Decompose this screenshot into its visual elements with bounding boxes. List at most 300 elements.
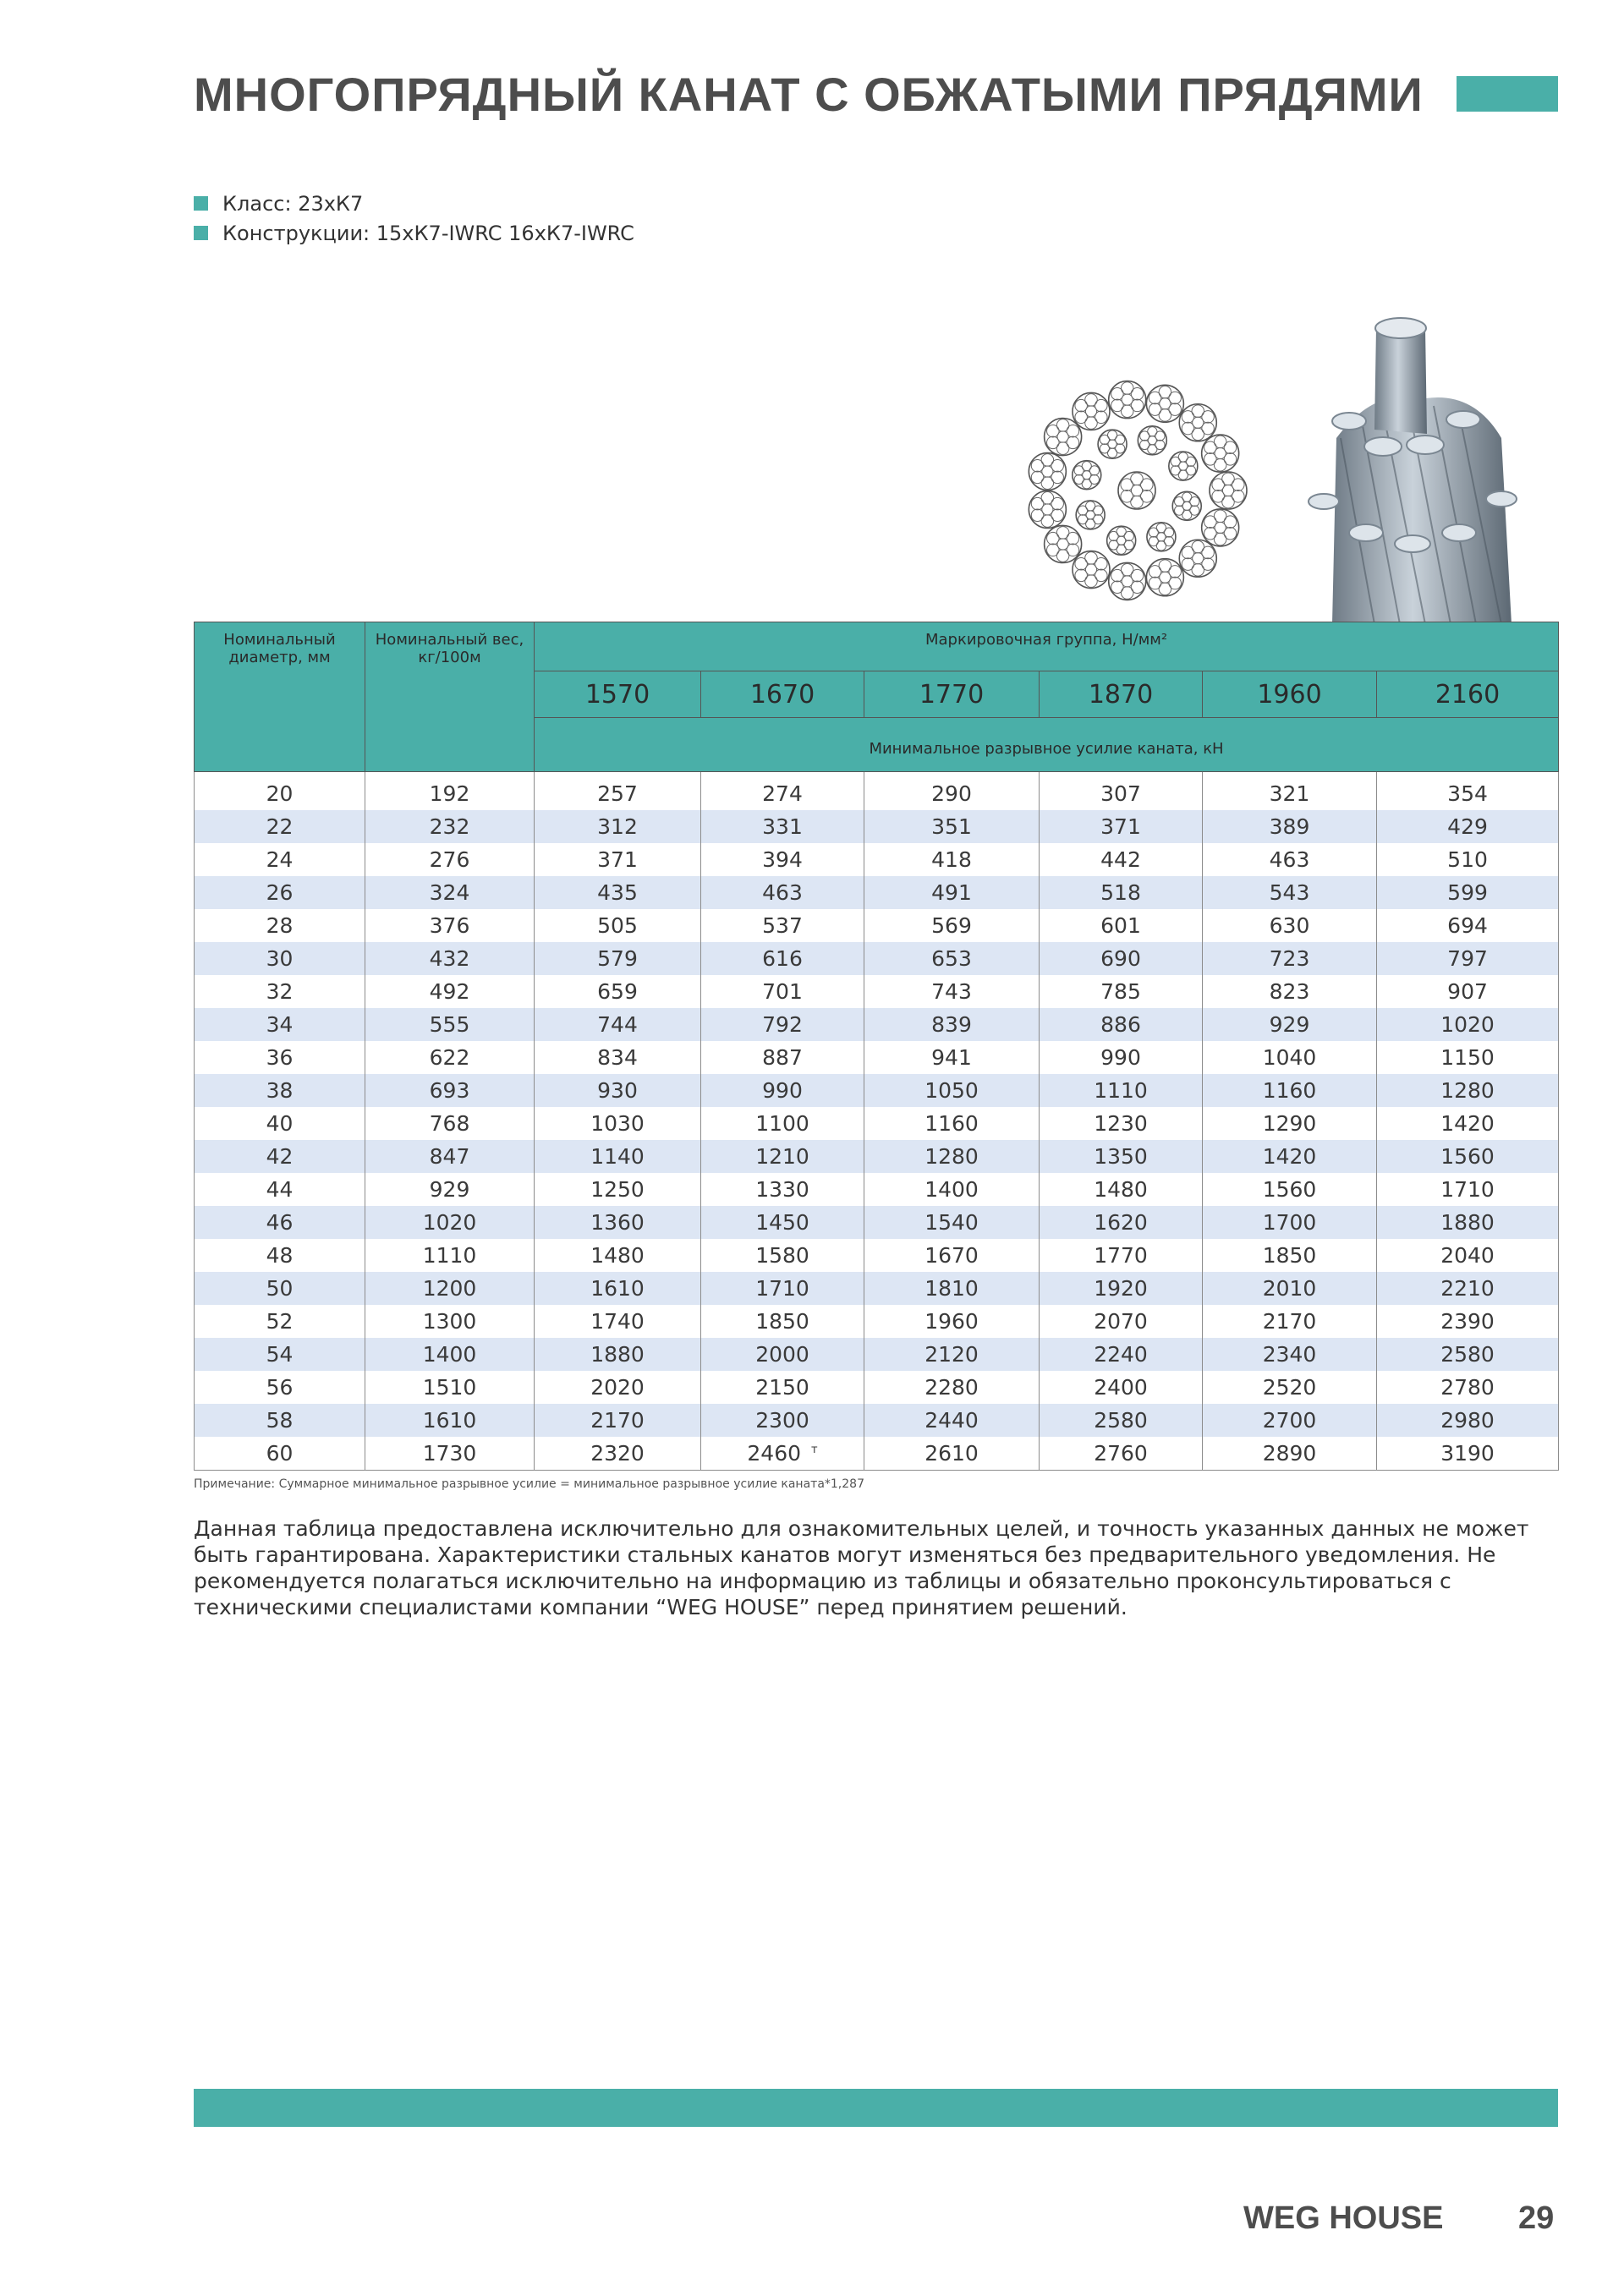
table-cell bbox=[1203, 1239, 1377, 1272]
cell-value: 2700 bbox=[1262, 1408, 1317, 1433]
table-cell bbox=[195, 1041, 365, 1074]
table-cell bbox=[365, 876, 535, 909]
cell-value: 2010 bbox=[1262, 1276, 1317, 1301]
table-cell bbox=[365, 810, 535, 843]
table-cell bbox=[1377, 1338, 1559, 1371]
cell-value: 492 bbox=[429, 979, 470, 1004]
table-row bbox=[195, 1272, 1559, 1305]
cell-value: 2580 bbox=[1094, 1408, 1148, 1433]
table-cell bbox=[1377, 1041, 1559, 1074]
cell-value: 56 bbox=[266, 1375, 294, 1400]
table-cell bbox=[535, 1338, 701, 1371]
table-cell bbox=[864, 1173, 1040, 1206]
table-cell bbox=[701, 1371, 864, 1404]
table-row bbox=[195, 1305, 1559, 1338]
rope-cross-section-icon bbox=[1018, 372, 1255, 609]
cell-value: 2120 bbox=[924, 1342, 979, 1367]
cell-value: 2440 bbox=[924, 1408, 979, 1433]
table-cell bbox=[1203, 1074, 1377, 1107]
spec-item-constructions bbox=[194, 218, 634, 248]
table-cell bbox=[1377, 810, 1559, 843]
cell-value: 1700 bbox=[1262, 1210, 1317, 1235]
cell-value: 394 bbox=[762, 847, 803, 872]
table-cell bbox=[701, 909, 864, 942]
cell-value: 797 bbox=[1447, 946, 1488, 971]
table-cell bbox=[1203, 1041, 1377, 1074]
cell-value: 1020 bbox=[1440, 1012, 1495, 1037]
table-cell bbox=[1203, 1437, 1377, 1471]
cell-value: 2980 bbox=[1440, 1408, 1495, 1433]
cell-value: 418 bbox=[931, 847, 972, 872]
cell-value: 2520 bbox=[1262, 1375, 1317, 1400]
table-cell bbox=[1377, 909, 1559, 942]
table-cell bbox=[1040, 975, 1203, 1008]
cell-value: 1280 bbox=[924, 1144, 979, 1169]
cell-value: 579 bbox=[597, 946, 638, 971]
cell-value: 34 bbox=[266, 1012, 294, 1037]
table-cell bbox=[535, 1272, 701, 1305]
table-cell bbox=[701, 772, 864, 811]
cell-value: 693 bbox=[429, 1078, 470, 1103]
cell-value: 518 bbox=[1100, 880, 1141, 905]
cell-value: 2320 bbox=[590, 1441, 645, 1466]
cell-value: 60 bbox=[266, 1441, 294, 1466]
table-row bbox=[195, 1008, 1559, 1041]
spec-constructions-text: Конструкции: 15хК7-IWRC 16хК7-IWRC bbox=[222, 221, 634, 245]
cell-value: 435 bbox=[597, 880, 638, 905]
cell-value: 1610 bbox=[422, 1408, 477, 1433]
table-row bbox=[195, 1437, 1559, 1471]
cell-value: 2580 bbox=[1440, 1342, 1495, 1367]
cell-value: 1580 bbox=[755, 1243, 809, 1268]
table-cell bbox=[535, 1206, 701, 1239]
cell-value: 38 bbox=[266, 1078, 294, 1103]
cell-value: 324 bbox=[429, 880, 470, 905]
table-cell bbox=[195, 1140, 365, 1173]
cell-value: 376 bbox=[429, 913, 470, 938]
table-cell bbox=[195, 772, 365, 811]
table-cell bbox=[864, 876, 1040, 909]
cell-value: 2280 bbox=[924, 1375, 979, 1400]
table-cell bbox=[1377, 1404, 1559, 1437]
table-cell bbox=[1040, 1041, 1203, 1074]
table-cell bbox=[365, 1008, 535, 1041]
cell-value: 354 bbox=[1447, 781, 1488, 806]
cell-value: 32 bbox=[266, 979, 294, 1004]
cell-value: 2610 bbox=[924, 1441, 979, 1466]
cell-value: 2240 bbox=[1094, 1342, 1148, 1367]
cell-value: 1420 bbox=[1440, 1111, 1495, 1136]
table-row bbox=[195, 843, 1559, 876]
table-cell bbox=[365, 772, 535, 811]
grade-header: 1770 bbox=[864, 671, 1040, 718]
table-cell bbox=[535, 1404, 701, 1437]
table-cell bbox=[864, 1272, 1040, 1305]
cell-value: 2170 bbox=[590, 1408, 645, 1433]
cell-value: 50 bbox=[266, 1276, 294, 1301]
cell-value: 537 bbox=[762, 913, 803, 938]
table-cell bbox=[365, 1107, 535, 1140]
table-cell bbox=[1203, 1272, 1377, 1305]
cell-value: 990 bbox=[1100, 1045, 1141, 1070]
table-cell bbox=[1203, 942, 1377, 975]
cell-value: 58 bbox=[266, 1408, 294, 1433]
cell-value: 42 bbox=[266, 1144, 294, 1169]
col-header-weight: Номинальный вес, кг/100м bbox=[365, 622, 535, 772]
table-cell bbox=[1040, 1305, 1203, 1338]
grade-header: 1570 bbox=[535, 671, 701, 718]
table-row bbox=[195, 810, 1559, 843]
table-cell bbox=[1040, 843, 1203, 876]
cell-value: 929 bbox=[1269, 1012, 1310, 1037]
table-cell bbox=[1377, 843, 1559, 876]
table-cell bbox=[365, 975, 535, 1008]
table-cell bbox=[535, 1437, 701, 1471]
table-cell bbox=[1377, 1008, 1559, 1041]
cell-value: 2460 bbox=[747, 1441, 802, 1466]
cell-value: 1510 bbox=[422, 1375, 477, 1400]
table-cell bbox=[535, 1107, 701, 1140]
table-row bbox=[195, 1107, 1559, 1140]
cell-value: 930 bbox=[597, 1078, 638, 1103]
table-cell bbox=[864, 975, 1040, 1008]
table-cell bbox=[1377, 1305, 1559, 1338]
cell-value: 2780 bbox=[1440, 1375, 1495, 1400]
table-row bbox=[195, 1074, 1559, 1107]
table-cell bbox=[195, 1239, 365, 1272]
cell-value: 823 bbox=[1269, 979, 1310, 1004]
table-cell bbox=[365, 1272, 535, 1305]
cell-value: 907 bbox=[1447, 979, 1488, 1004]
cell-value: 1280 bbox=[1440, 1078, 1495, 1103]
table-cell bbox=[535, 909, 701, 942]
cell-value: 389 bbox=[1269, 814, 1310, 839]
table-cell bbox=[1040, 1206, 1203, 1239]
table-cell bbox=[1040, 1371, 1203, 1404]
cell-value: 1210 bbox=[755, 1144, 809, 1169]
cell-value: 2150 bbox=[755, 1375, 809, 1400]
cell-value: 1030 bbox=[590, 1111, 645, 1136]
cell-value: 1350 bbox=[1094, 1144, 1148, 1169]
table-cell bbox=[1377, 942, 1559, 975]
cell-value: 601 bbox=[1100, 913, 1141, 938]
cell-value: 1100 bbox=[755, 1111, 809, 1136]
table-cell bbox=[535, 1305, 701, 1338]
table-cell bbox=[1203, 1404, 1377, 1437]
cell-value: 2390 bbox=[1440, 1309, 1495, 1334]
col-header-group: Маркировочная группа, Н/мм² bbox=[535, 622, 1559, 671]
table-cell bbox=[864, 1206, 1040, 1239]
table-cell bbox=[1040, 909, 1203, 942]
table-cell bbox=[864, 1041, 1040, 1074]
cell-value: 886 bbox=[1100, 1012, 1141, 1037]
table-cell bbox=[701, 1305, 864, 1338]
cell-value: 1250 bbox=[590, 1177, 645, 1202]
spec-class-text: Класс: 23хК7 bbox=[222, 191, 364, 216]
table-cell bbox=[864, 843, 1040, 876]
cell-value: 232 bbox=[429, 814, 470, 839]
page-number: 29 bbox=[1518, 2200, 1555, 2236]
table-cell bbox=[701, 1338, 864, 1371]
cell-value: 351 bbox=[931, 814, 972, 839]
table-cell bbox=[365, 1338, 535, 1371]
table-cell bbox=[535, 1239, 701, 1272]
table-cell bbox=[535, 1074, 701, 1107]
cell-value: 690 bbox=[1100, 946, 1141, 971]
table-cell bbox=[365, 1140, 535, 1173]
cell-value: 1710 bbox=[755, 1276, 809, 1301]
table-cell bbox=[701, 975, 864, 1008]
table-cell bbox=[1040, 1272, 1203, 1305]
cell-value: 36 bbox=[266, 1045, 294, 1070]
table-cell bbox=[1040, 1074, 1203, 1107]
cell-value: 429 bbox=[1447, 814, 1488, 839]
spec-item-class bbox=[194, 189, 634, 218]
cell-value: 30 bbox=[266, 946, 294, 971]
cell-value: 2070 bbox=[1094, 1309, 1148, 1334]
cell-value: 1230 bbox=[1094, 1111, 1148, 1136]
cell-value: 1810 bbox=[924, 1276, 979, 1301]
cell-value: 1040 bbox=[1262, 1045, 1317, 1070]
table-cell bbox=[864, 1338, 1040, 1371]
cell-value: 1290 bbox=[1262, 1111, 1317, 1136]
cell-value: 40 bbox=[266, 1111, 294, 1136]
cell-value: 1160 bbox=[1262, 1078, 1317, 1103]
table-cell bbox=[1203, 810, 1377, 843]
cell-value: 1850 bbox=[755, 1309, 809, 1334]
table-cell bbox=[195, 1206, 365, 1239]
cell-value: 792 bbox=[762, 1012, 803, 1037]
table-cell bbox=[1377, 1272, 1559, 1305]
cell-value: 274 bbox=[762, 781, 803, 806]
cell-value: 3190 bbox=[1440, 1441, 1495, 1466]
cell-value: 941 bbox=[931, 1045, 972, 1070]
cell-value: 1110 bbox=[422, 1243, 477, 1268]
cell-value: 630 bbox=[1269, 913, 1310, 938]
table-cell bbox=[535, 942, 701, 975]
table-cell bbox=[535, 1371, 701, 1404]
cell-value: 432 bbox=[429, 946, 470, 971]
table-cell bbox=[701, 876, 864, 909]
cell-value: 694 bbox=[1447, 913, 1488, 938]
cell-value: 555 bbox=[429, 1012, 470, 1037]
cell-value: 276 bbox=[429, 847, 470, 872]
cell-value: 1400 bbox=[924, 1177, 979, 1202]
cell-value: 1880 bbox=[590, 1342, 645, 1367]
cell-value: 1110 bbox=[1094, 1078, 1148, 1103]
cell-value: 505 bbox=[597, 913, 638, 938]
table-row bbox=[195, 909, 1559, 942]
cell-value: 1160 bbox=[924, 1111, 979, 1136]
cell-value: 26 bbox=[266, 880, 294, 905]
cell-value: 839 bbox=[931, 1012, 972, 1037]
table-row bbox=[195, 1041, 1559, 1074]
table-cell bbox=[1377, 1239, 1559, 1272]
table-cell bbox=[1203, 843, 1377, 876]
table-cell bbox=[1040, 1173, 1203, 1206]
cell-value: 54 bbox=[266, 1342, 294, 1367]
table-cell bbox=[701, 1404, 864, 1437]
table-cell bbox=[195, 876, 365, 909]
cell-value: 20 bbox=[266, 781, 294, 806]
cell-value: 463 bbox=[1269, 847, 1310, 872]
table-cell bbox=[535, 975, 701, 1008]
table-cell bbox=[1203, 1338, 1377, 1371]
table-row bbox=[195, 1239, 1559, 1272]
table-cell bbox=[195, 1074, 365, 1107]
cell-value: 1730 bbox=[422, 1441, 477, 1466]
table-cell bbox=[535, 1140, 701, 1173]
cell-value: 1560 bbox=[1440, 1144, 1495, 1169]
grade-header: 1870 bbox=[1040, 671, 1203, 718]
cell-value: 887 bbox=[762, 1045, 803, 1070]
table-cell bbox=[195, 1173, 365, 1206]
cell-value: 1880 bbox=[1440, 1210, 1495, 1235]
table-cell bbox=[365, 1404, 535, 1437]
table-cell bbox=[701, 1437, 864, 1471]
cell-value: 510 bbox=[1447, 847, 1488, 872]
cell-value: 1920 bbox=[1094, 1276, 1148, 1301]
cell-value: 331 bbox=[762, 814, 803, 839]
table-cell bbox=[195, 1305, 365, 1338]
cell-value: 1140 bbox=[590, 1144, 645, 1169]
grade-header: 1670 bbox=[701, 671, 864, 718]
table-cell bbox=[195, 1371, 365, 1404]
table-row bbox=[195, 1338, 1559, 1371]
table-cell bbox=[864, 909, 1040, 942]
table-row bbox=[195, 975, 1559, 1008]
cell-value: 1850 bbox=[1262, 1243, 1317, 1268]
cell-value: 785 bbox=[1100, 979, 1141, 1004]
table-cell bbox=[864, 1239, 1040, 1272]
table-cell bbox=[701, 1173, 864, 1206]
table-cell bbox=[195, 1437, 365, 1471]
page-title: МНОГОПРЯДНЫЙ КАНАТ С ОБЖАТЫМИ ПРЯДЯМИ bbox=[194, 68, 1424, 121]
cell-value: 22 bbox=[266, 814, 294, 839]
table-cell bbox=[365, 843, 535, 876]
table-cell bbox=[1377, 1140, 1559, 1173]
cell-value: 744 bbox=[597, 1012, 638, 1037]
cell-value: 1420 bbox=[1262, 1144, 1317, 1169]
cell-value: 2040 bbox=[1440, 1243, 1495, 1268]
cell-value: 929 bbox=[429, 1177, 470, 1202]
cell-value: 44 bbox=[266, 1177, 294, 1202]
table-cell bbox=[1203, 1107, 1377, 1140]
table-cell bbox=[701, 1239, 864, 1272]
table-cell bbox=[535, 1173, 701, 1206]
cell-value: 46 bbox=[266, 1210, 294, 1235]
table-cell bbox=[1040, 1140, 1203, 1173]
table-row bbox=[195, 1371, 1559, 1404]
table-cell bbox=[864, 1305, 1040, 1338]
table-cell bbox=[1040, 1008, 1203, 1041]
table-cell bbox=[365, 942, 535, 975]
spec-list bbox=[194, 189, 634, 248]
table-cell bbox=[365, 1437, 535, 1471]
bullet-square-icon bbox=[194, 226, 208, 240]
breaking-force-table bbox=[194, 622, 1559, 1471]
bullet-square-icon bbox=[194, 196, 208, 211]
cell-value: 48 bbox=[266, 1243, 294, 1268]
table-cell bbox=[864, 810, 1040, 843]
col-header-diameter: Номинальный диаметр, мм bbox=[195, 622, 365, 772]
table-cell bbox=[701, 1107, 864, 1140]
cell-value: 990 bbox=[762, 1078, 803, 1103]
cell-value: 622 bbox=[429, 1045, 470, 1070]
cell-value: 2000 bbox=[755, 1342, 809, 1367]
table-cell bbox=[535, 810, 701, 843]
table-cell bbox=[1203, 1173, 1377, 1206]
table-cell bbox=[1377, 1371, 1559, 1404]
cell-value: 1740 bbox=[590, 1309, 645, 1334]
cell-value: 2210 bbox=[1440, 1276, 1495, 1301]
cell-value: 701 bbox=[762, 979, 803, 1004]
table-cell bbox=[195, 1107, 365, 1140]
cell-value: 1670 bbox=[924, 1243, 979, 1268]
table-cell bbox=[535, 843, 701, 876]
cell-value: 723 bbox=[1269, 946, 1310, 971]
table-cell bbox=[1040, 1239, 1203, 1272]
table-cell bbox=[365, 1173, 535, 1206]
table-cell bbox=[1040, 1338, 1203, 1371]
table-cell bbox=[701, 1140, 864, 1173]
table-cell bbox=[701, 1206, 864, 1239]
table-cell bbox=[701, 1008, 864, 1041]
grade-header: 2160 bbox=[1377, 671, 1559, 718]
table-cell bbox=[1203, 1206, 1377, 1239]
table-cell bbox=[864, 1140, 1040, 1173]
table-cell bbox=[535, 1008, 701, 1041]
cell-value: 616 bbox=[762, 946, 803, 971]
table-cell bbox=[1040, 772, 1203, 811]
cell-value: 2020 bbox=[590, 1375, 645, 1400]
rope-photo-icon bbox=[1290, 311, 1544, 624]
table-cell bbox=[195, 975, 365, 1008]
cell-value: 28 bbox=[266, 913, 294, 938]
cell-value: 2170 bbox=[1262, 1309, 1317, 1334]
table-cell bbox=[1377, 1107, 1559, 1140]
cell-value: 1330 bbox=[755, 1177, 809, 1202]
table-cell bbox=[864, 1107, 1040, 1140]
cell-value: 321 bbox=[1269, 781, 1310, 806]
table-row bbox=[195, 876, 1559, 909]
table-cell bbox=[864, 1437, 1040, 1471]
table-cell bbox=[195, 909, 365, 942]
table-row bbox=[195, 772, 1559, 811]
table-cell bbox=[864, 1074, 1040, 1107]
table-cell bbox=[701, 810, 864, 843]
cell-value: 1200 bbox=[422, 1276, 477, 1301]
disclaimer-text: Данная таблица предоставлена исключительно для ознакомительных целей, и точность указанных данных не может быть гарантирована. Характеристики стальных канатов могут изменяться без предварительного уведомления. Не рекомендуется полагаться исключительно на информацию из таблицы и обязательно проконсультироваться с техническими специалистами компании “WEG HOUSE” перед принятием решений. bbox=[194, 1516, 1529, 1619]
table-cell bbox=[701, 1074, 864, 1107]
table-note: Примечание: Суммарное минимальное разрывное усилие = минимальное разрывное усилие каната*1,287 bbox=[194, 1477, 864, 1491]
table-cell bbox=[365, 1041, 535, 1074]
cell-value: 24 bbox=[266, 847, 294, 872]
table-cell bbox=[1377, 975, 1559, 1008]
table-cell bbox=[365, 909, 535, 942]
cell-value: 1450 bbox=[755, 1210, 809, 1235]
cell-value: 1360 bbox=[590, 1210, 645, 1235]
col-header-breaking-force: Минимальное разрывное усилие каната, кН bbox=[535, 718, 1559, 772]
cell-value: 1960 bbox=[924, 1309, 979, 1334]
cell-value: 1610 bbox=[590, 1276, 645, 1301]
table-cell bbox=[1040, 1404, 1203, 1437]
cell-value: 599 bbox=[1447, 880, 1488, 905]
cell-value: 653 bbox=[931, 946, 972, 971]
table-cell bbox=[365, 1305, 535, 1338]
table-cell bbox=[535, 772, 701, 811]
cell-value: 834 bbox=[597, 1045, 638, 1070]
